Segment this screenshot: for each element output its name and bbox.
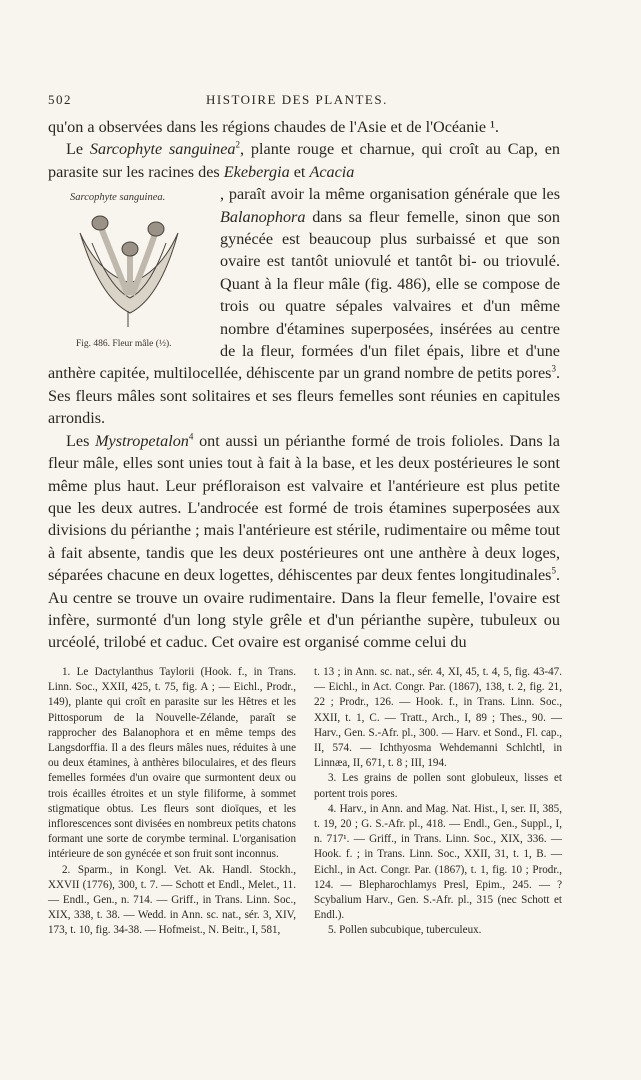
page-number: 502 [48,92,72,107]
genus-name: Mystropetalon [95,431,189,450]
text: . Au centre se trouve un ovaire rudimentaire. Dans la fleur femelle, l'ovaire est infère, surmonté d'un long style grêle et d'un périanthe supère, tubuleux ou urcéolé, trilobé et caduc. Cet ovaire est organisé comme celui du [48,566,560,652]
flower-illustration [70,203,188,327]
footnote-ref: 4 [188,431,194,442]
footnote-2-continued: t. 13 ; in Ann. sc. nat., sér. 4, XI, 45, t. 4, 5, fig. 43-47. — Eichl., in Act. Congr. Par. (1867), 138, t. 2, fig. 21, 22 ; Prodr., 126. — Hook. f., in Trans. Linn. Soc., XXII, t. 1, C. — Tratt., Arch., I, 89 ; Thes., 90. — Harv., Gen. S.-Afr. pl., 300. — Harv. et Sond., Fl. cap., II, 574. — Ichthyosma Wehdemanni Schlchtl, in Linnæa, II, 671, t. 8 ; III, 194. [314,666,562,770]
footnote-3: 3. Les grains de pollen sont globuleux, lisses et portent trois pores. [314,772,562,800]
footnotes-right-column [314,665,562,939]
text: , paraît avoir la même organisation générale que les [220,185,560,204]
text: ont aussi un périanthe formé de trois folioles. Dans la fleur mâle, elles sont unies tout à fait à la base, et les deux postérieures le sont même plus haut. Leur préfloraison est valvaire et l'antérieure est plus petite que les deux autres. L'androcée est formé de trois étamines superposées aux divisions du périanthe ; mais l'antérieure est stérile, rudimentaire ou même tout à fait absente, tandis que les deux postérieures ont une anthère à deux loges, séparées chacune en deux logettes, déhiscentes par deux fentes longitudinales [48,431,560,585]
footnote-ref: 2 [235,140,241,151]
text: . Ses fleurs mâles sont solitaires et ses fleurs femelles sont réunies en capitules arrondis. [48,364,560,428]
footnote-1: 1. Le Dactylanthus Taylorii (Hook. f., in Trans. Linn. Soc., XXII, 425, t. 75, fig. A ; — Eichl., Prodr., 149), plante qui croît en parasite sur les Hêtres et les Pittosporum de la Nouvelle-Zélande, paraît se rapprocher des Balanophora et en même temps des Langsdorffia. Il a des fleurs mâles nues, réduites à une ou deux étamines, à anthères biloculaires, et des fleurs femelles formées d'un ovaire que surmontent deux ou trois écailles étroites et un style filiforme, à sommet stigmatique obtus. Les fleurs sont dioïques, et les inflorescences sont divisées en nombreux petits chatons formant une sorte de corymbe terminal. L'organisation intérieure de son gynécée et son fruit sont inconnus. [48,666,296,861]
footnote-ref: 5 [551,565,556,576]
footnote-5: 5. Pollen subcubique, tuberculeux. [328,924,482,937]
genus-name: Ekebergia [223,162,290,181]
paragraph-2-intro [48,138,560,183]
text: Le [66,140,90,159]
text: dans sa fleur femelle, sinon que son gynécée est beaucoup plus surbaissé et que son ovaire est tantôt uniovulé et tantôt bi- ou triovulé. Quant à la fleur mâle (fig. 486), elle se compose de trois ou quatre sépales valvaires et d'un même nombre d'étamines superposées, insérées au centre de la fleur, formées d'un filet épais, libre et d'une anthère capitée, multilocellée, déhiscente par un grand nombre de petits pores [48,207,560,383]
main-text [48,116,560,654]
text: et [289,162,310,181]
footnote-2: 2. Sparm., in Kongl. Vet. Ak. Handl. Stockh., XXVII (1776), 300, t. 7. — Schott et Endl., Melet., 11. — Endl., Gen., n. 714. — Griff., in Trans. Linn. Soc., XIX, 338, t. 38. — Wedd. in Ann. sc. nat., sér. 3, XIV, 173, t. 10, fig. 34-38. — Hofmeist., N. Beitr., I, 581, [48,863,296,937]
footnotes-left-column [48,665,296,939]
figure-title: Sarcophyte sanguinea. [70,192,166,204]
genus-name: Balanophora [220,207,306,226]
footnote-4: 4. Harv., in Ann. and Mag. Nat. Hist., I, ser. II, 385, t. 19, 20 ; G. S.-Afr. pl., 418. — Endl., Gen., Suppl., I, n. 717¹. — Griff., in Trans. Linn. Soc., XIX, 336. — Hook. f. ; in Trans. Linn. Soc., XXII, 31, t. 1, B. — Eichl., in Act. Congr. Par. (1867), t. 1, fig. 10 ; Prodr., 124. — Blepharochlamys Presl, Epim., 245. — ? Scybalium Harv., Gen. S.-Afr. pl., 315 (nec Schott et Endl.). [314,802,562,922]
paragraph-1: qu'on a observées dans les régions chaudes de l'Asie et de l'Océanie ¹. [48,118,499,136]
figure-caption: Fig. 486. Fleur mâle (½). [76,339,172,350]
paragraph-3 [48,430,560,654]
genus-name: Sarcophyte sanguinea [89,140,236,159]
running-title: HISTOIRE DES PLANTES. [206,92,388,107]
figure-486 [48,187,210,359]
text: , plante rouge et charnue, qui croît au Cap, en parasite sur les racines des [48,140,560,181]
genus-name: Acacia [309,162,355,181]
footnote-ref: 3 [551,364,556,375]
text: Les [66,431,96,450]
